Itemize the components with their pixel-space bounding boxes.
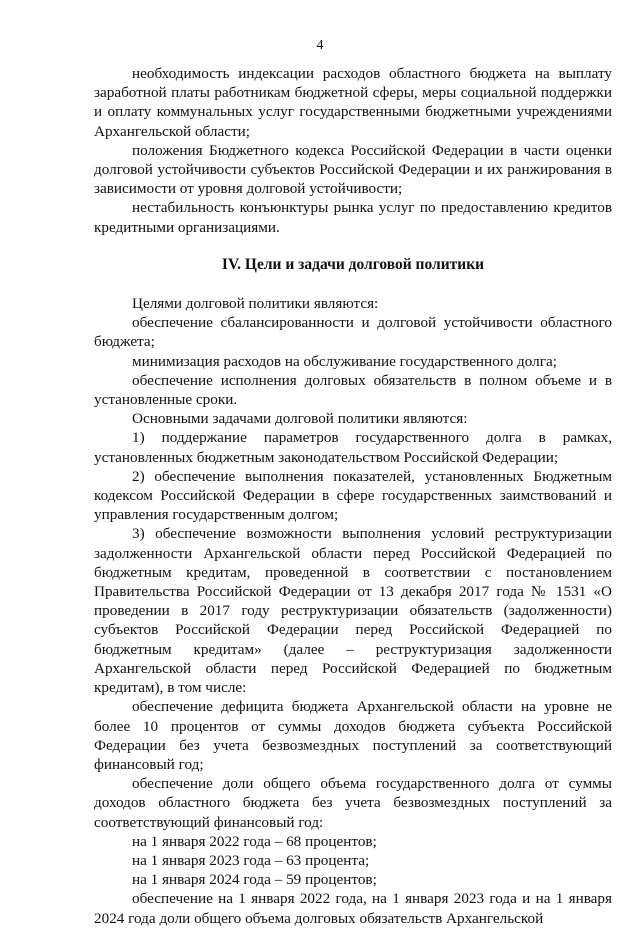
paragraph: обеспечение исполнения долговых обязательств в полном объеме и в установленные сроки.: [94, 371, 612, 409]
paragraph: на 1 января 2023 года – 63 процента;: [132, 851, 370, 869]
list-item: 3) обеспечение возможности выполнения условий реструктуризации задолженности Архангельской области перед Российской Федерацией по бюджетным кредитам, проведенной в соответствии с постановлением Правительства Российской Федерации от 13 декабря 2017 года № 1531 «О проведении в 2017 году реструктуризации обязательств (задолженности) субъектов Российской Федерации перед Российской Федерацией по бюджетным кредитам» (далее – реструктуризация задолженности Архангельской области перед Российской Федерацией по бюджетным кредитам), в том числе:: [94, 525, 612, 697]
paragraph: обеспечение дефицита бюджета Архангельской области на уровне не более 10 процентов от суммы доходов бюджета субъекта Российской Федерации без учета безвозмездных поступлений за соответствующий финансовый год;: [94, 698, 612, 773]
paragraph: необходимость индексации расходов областного бюджета на выплату заработной платы работникам бюджетной сферы, меры социальной поддержки и оплату коммунальных услуг государственными бюджетными учреждениями Архангельской области;: [94, 65, 612, 140]
paragraph: нестабильность конъюнктуры рынка услуг по предоставлению кредитов кредитными организациями.: [94, 199, 612, 236]
paragraph: обеспечение доли общего объема государственного долга от суммы доходов областного бюджета без учета безвозмездных поступлений за соответствующий финансовый год:: [94, 775, 612, 831]
section-heading: IV. Цели и задачи долговой политики: [221, 255, 485, 273]
paragraph: Основными задачами долговой политики являются:: [132, 410, 468, 428]
paragraph: на 1 января 2022 года – 68 процентов;: [132, 832, 377, 850]
paragraph: обеспечение на 1 января 2022 года, на 1 января 2023 года и на 1 января 2024 года доли общего объема долговых обязательств Архангельской: [94, 890, 612, 927]
paragraph: минимизация расходов на обслуживание государственного долга;: [132, 352, 557, 370]
list-item: 1) поддержание параметров государственного долга в рамках, установленных бюджетным законодательством Российской Федерации;: [94, 429, 612, 466]
page-number: 4: [316, 38, 324, 53]
paragraph: положения Бюджетного кодекса Российской Федерации в части оценки долговой устойчивости субъектов Российской Федерации и их ранжирования в зависимости от уровня долговой устойчивости;: [94, 141, 612, 198]
paragraph: на 1 января 2024 года – 59 процентов;: [132, 871, 377, 889]
paragraph: обеспечение сбалансированности и долговой устойчивости областного бюджета;: [94, 314, 612, 351]
paragraph: Целями долговой политики являются:: [132, 295, 379, 313]
list-item: 2) обеспечение выполнения показателей, установленных Бюджетным кодексом Российской Федерации в сфере государственных заимствований и управления государственным долгом;: [94, 467, 612, 524]
document-body: [94, 64, 612, 928]
